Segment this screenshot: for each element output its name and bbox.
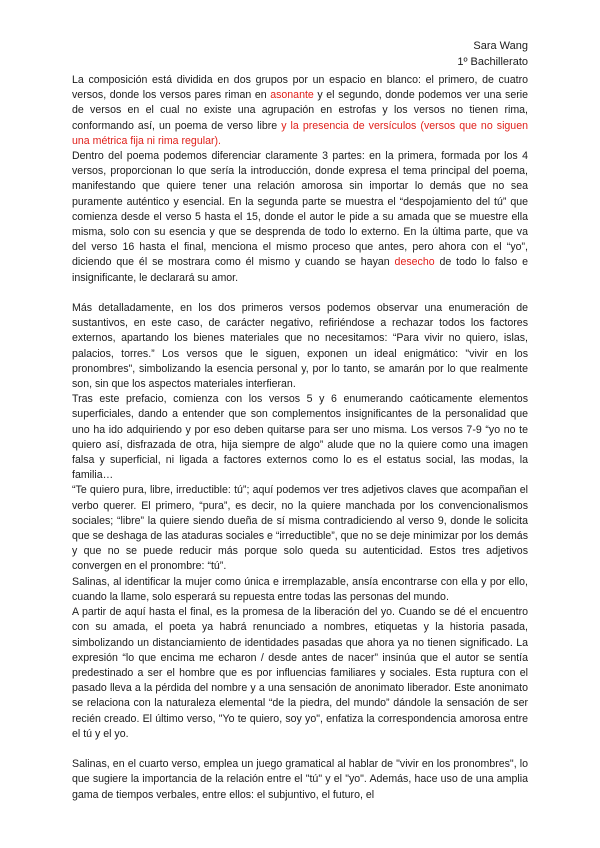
- document-header: [457, 38, 528, 70]
- text-segment: de todo lo falso e insignificante, le declarará su amor.: [72, 256, 528, 284]
- highlighted-text: asonante: [270, 89, 314, 102]
- text-segment: Salinas, en el cuarto verso, emplea un juego gramatical al hablar de "vivir en los pronombres", lo que sugiere la importancia de la relación entre el "tú" y el "yo". Además, hace uso de una amplia gama de tiempos verbales, entre ellos: el subjuntivo, el futuro, el: [72, 758, 528, 801]
- author-name: Sara Wang: [473, 40, 528, 52]
- paragraph: [72, 392, 528, 483]
- text-segment: A partir de aquí hasta el final, es la promesa de la liberación del yo. Cuando se dé el encuentro con su amada, el poeta ya habrá renunciado a nombres, etiquetas y la historia pasada, simbolizando un distanciamiento de identidades pasadas que ahora ya no tienen significado. La expresión “lo que encima me echaron / desde antes de nacer” insinúa que el autor se sentía predestinado a ser el hombre que es por influencias familiares y sociales. Esta ruptura con el pasado lleva a la pérdida del nombre y a una sensación de anonimato liberador. Este anonimato se relaciona con la naturaleza elemental “de la piedra, del mundo” dándole la sensación de ser recién creado. El último verso, "Yo te quiero, soy yo", enfatiza la correspondencia amorosa entre el tú y el yo.: [72, 606, 528, 740]
- course-label: 1º Bachillerato: [457, 56, 528, 68]
- paragraph-gap: [72, 742, 528, 757]
- text-segment: Dentro del poema podemos diferenciar claramente 3 partes: en la primera, formada por los 4 versos, proporcionan lo que sería la introducción, donde expresa el tema principal del poema, manifestando que quiere tener una relación amorosa sin importar lo demás que no sea puramente auténtico y esencial. En la segunda parte se muestra el “despojamiento del tú” que comienza desde el verso 5 hasta el 15, donde el autor le pide a su amada que se muestre ella misma, solo con su esencia y que se desprenda de todo lo externo. En la última parte, que va del verso 16 hasta el final, menciona el mismo proceso que antes, pero ahora con el “yo”, diciendo que él se mostrara como él mismo y cuando se hayan: [72, 150, 528, 269]
- highlighted-text: y la presencia de versículos (versos que no siguen una métrica fija ni rima regular).: [72, 119, 528, 147]
- essay-body: [72, 73, 528, 803]
- paragraph-gap: [72, 286, 528, 301]
- paragraph: [72, 73, 528, 149]
- paragraph: [72, 575, 528, 605]
- paragraph: [72, 301, 528, 392]
- paragraph: [72, 149, 528, 286]
- text-segment: Más detalladamente, en los dos primeros versos podemos observar una enumeración de sustantivos, en este caso, de carácter negativo, refiriéndose a rechazar todos los factores externos, apartando los bienes materiales que no necesitamos: “Para vivir no quiero, islas, palacios, torres.” Los versos que le siguen, exponen un ideal enigmático: "vivir en los pronombres", simbolizando la esencia personal y, por lo tanto, se amarán por lo que realmente son, sin que los aspectos materiales interfieran.: [72, 302, 528, 391]
- text-segment: La composición está dividida en dos grupos por un espacio en blanco: el primero, de cuatro versos, donde los versos pares riman en: [72, 74, 528, 102]
- text-segment: y el segundo, donde podemos ver una serie de versos en el cual no existe una agrupación en estrofas y los versos no tienen rima, conformando así, un poema de verso libre: [72, 89, 528, 132]
- paragraph: [72, 483, 528, 574]
- highlighted-text: desecho: [394, 256, 435, 269]
- paragraph: [72, 605, 528, 742]
- text-segment: “Te quiero pura, libre, irreductible: tú”; aquí podemos ver tres adjetivos claves que acompañan el verbo querer. El primero, “pura”, es decir, no la quiere manchada por los convencionalismos sociales; “libre” la quiere siendo dueña de sí misma contradiciendo al verso 9, donde le solicita que se deshaga de las ataduras sociales e “irreductible”, que no se deje minimizar por los demás y que no se puede reducir más porque solo queda su autenticidad. Estos tres adjetivos convergen en el pronombre: “tú”.: [72, 484, 528, 573]
- paragraph: [72, 757, 528, 803]
- text-segment: Tras este prefacio, comienza con los versos 5 y 6 enumerando caóticamente elementos superficiales, dando a entender que son complementos insignificantes de la personalidad que uno ha ido adquiriendo y por eso deben quitarse para ser uno misma. Los versos 7-9 “yo no te quiero así, disfrazada de otra, hija siempre de algo” alude que no la quiere como una imagen falsa y superficial, ni ligada a factores externos como lo es el estatus social, las modas, la familia…: [72, 393, 528, 482]
- text-segment: Salinas, al identificar la mujer como única e irremplazable, ansía encontrarse con ella y por ello, cuando la llame, solo esperará su repuesta entre todas las personas del mundo.: [72, 575, 528, 603]
